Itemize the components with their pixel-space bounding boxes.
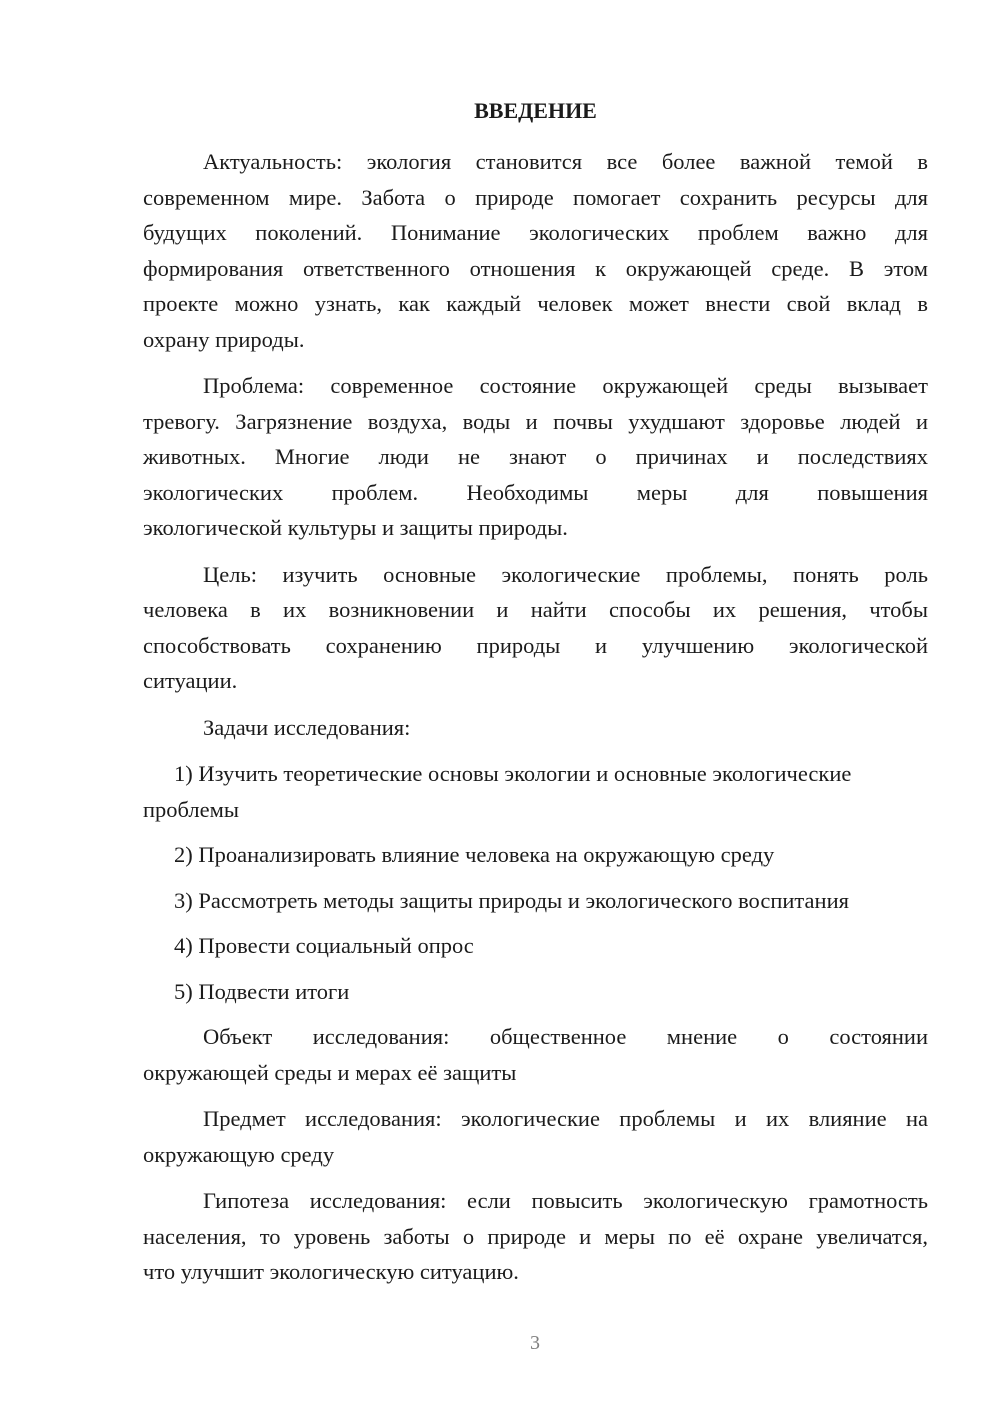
- tasks-heading: Задачи исследования:: [203, 714, 411, 740]
- paragraph-line: формирования ответственного отношения к окружающей среде. В этом: [143, 255, 928, 281]
- paragraph-line: проекте можно узнать, как каждый человек может внести свой вклад в: [143, 291, 928, 316]
- page-number: 3: [530, 1332, 540, 1354]
- paragraph-line: охрану природы.: [143, 326, 305, 352]
- task-line: 1) Изучить теоретические основы экологии и основные экологические: [174, 761, 852, 786]
- paragraph-line: будущих поколений. Понимание экологических проблем важно для: [143, 220, 928, 245]
- task-item: [143, 756, 928, 827]
- paragraph-line: Гипотеза исследования: если повысить экологическую грамотность: [203, 1188, 928, 1213]
- task-item: 4) Провести социальный опрос: [174, 933, 474, 958]
- paragraph-line: тревогу. Загрязнение воздуха, воды и почвы ухудшают здоровье людей и: [143, 408, 928, 434]
- task-item: 5) Подвести итоги: [174, 978, 350, 1004]
- subject-paragraph: [143, 1101, 928, 1172]
- task-line: проблемы: [143, 796, 239, 822]
- task-item: 3) Рассмотреть методы защиты природы и экологического воспитания: [174, 887, 849, 913]
- paragraph-line: человека в их возникновении и найти способы их решения, чтобы: [143, 597, 928, 622]
- paragraph-line: Проблема: современное состояние окружающей среды вызывает: [203, 373, 928, 398]
- paragraph-line: Актуальность: экология становится все более важной темой в: [203, 149, 928, 174]
- paragraph-line: Предмет исследования: экологические проблемы и их влияние на: [203, 1106, 928, 1131]
- paragraph-line: экологических проблем. Необходимы меры для повышения: [143, 479, 928, 505]
- relevance-paragraph: [143, 144, 928, 357]
- document-page: [143, 96, 928, 1301]
- paragraph-line: Цель: изучить основные экологические проблемы, понять роль: [203, 561, 928, 587]
- paragraph-line: окружающей среды и мерах её защиты: [143, 1059, 517, 1085]
- section-title: ВВЕДЕНИЕ: [474, 98, 597, 123]
- paragraph-line: населения, то уровень заботы о природе и меры по её охране увеличатся,: [143, 1223, 928, 1249]
- paragraph-line: окружающую среду: [143, 1141, 335, 1167]
- paragraph-line: животных. Многие люди не знают о причинах и последствиях: [143, 444, 928, 469]
- paragraph-line: что улучшит экологическую ситуацию.: [143, 1259, 519, 1284]
- paragraph-line: способствовать сохранению природы и улучшению экологической: [143, 632, 928, 658]
- paragraph-line: современном мире. Забота о природе помогает сохранить ресурсы для: [143, 184, 928, 210]
- paragraph-line: Объект исследования: общественное мнение о состоянии: [203, 1024, 928, 1049]
- paragraph-line: ситуации.: [143, 668, 238, 693]
- goal-paragraph: [143, 557, 928, 699]
- problem-paragraph: [143, 368, 928, 546]
- hypothesis-paragraph: [143, 1183, 928, 1290]
- object-paragraph: [143, 1019, 928, 1090]
- paragraph-line: экологической культуры и защиты природы.: [143, 515, 568, 540]
- task-item: 2) Проанализировать влияние человека на окружающую среду: [174, 842, 775, 867]
